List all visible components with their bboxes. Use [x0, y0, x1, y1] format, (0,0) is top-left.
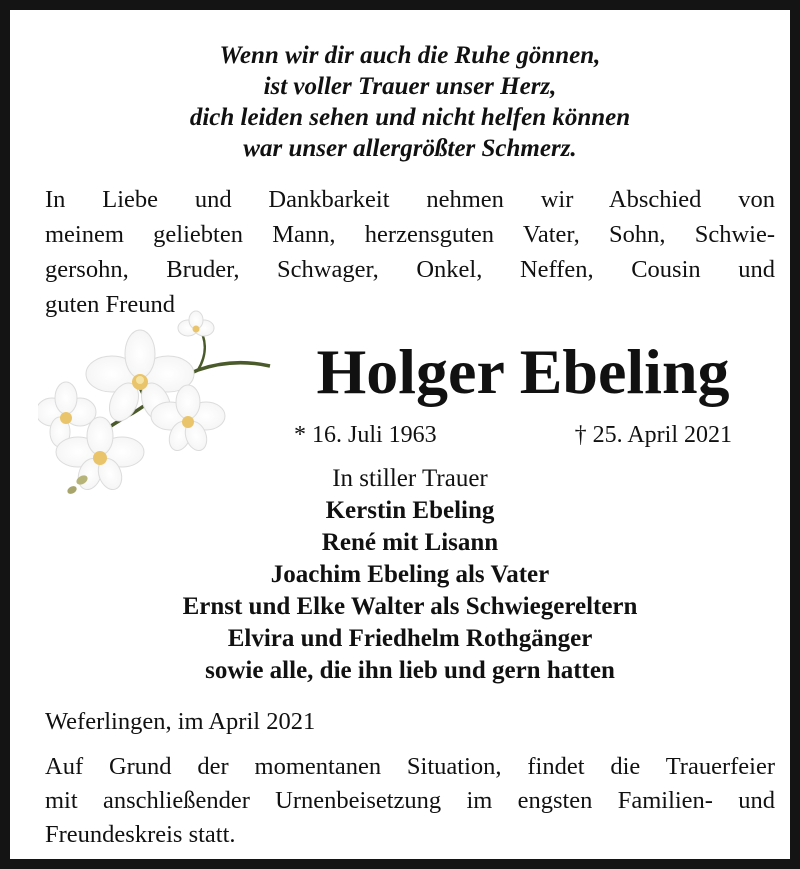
- notice-line: Auf Grund der momentanen Situation, findet die Trauerfeier: [45, 753, 775, 780]
- mourner-name: sowie alle, die ihn lieb und gern hatten: [205, 657, 615, 684]
- death-date: † 25. April 2021: [574, 422, 732, 448]
- place-date: Weferlingen, im April 2021: [45, 708, 316, 735]
- notice-line: Freundeskreis statt.: [45, 821, 236, 848]
- intro-line: gersohn, Bruder, Schwager, Onkel, Neffen, Cousin und: [45, 256, 775, 283]
- mourner-name: Kerstin Ebeling: [325, 497, 495, 524]
- birth-date: * 16. Juli 1963: [294, 422, 437, 448]
- mourners-heading: In stiller Trauer: [332, 465, 488, 492]
- intro-line: guten Freund: [45, 291, 175, 318]
- deceased-name: Holger Ebeling: [316, 336, 730, 407]
- mourners-block: [20, 463, 800, 687]
- mourner-name: René mit Lisann: [321, 529, 499, 556]
- poem-line: Wenn wir dir auch die Ruhe gönnen,: [219, 42, 601, 69]
- poem-line: ist voller Trauer unser Herz,: [263, 73, 557, 100]
- mourner-name: Joachim Ebeling als Vater: [270, 561, 550, 588]
- intro-line: meinem geliebten Mann, herzensguten Vater, Sohn, Schwie-: [45, 221, 775, 248]
- poem-line: dich leiden sehen und nicht helfen können: [189, 104, 631, 131]
- poem: [20, 40, 800, 164]
- mourner-name: Elvira und Friedhelm Rothgänger: [227, 625, 593, 652]
- mourner-name: Ernst und Elke Walter als Schwiegereltern: [182, 593, 638, 620]
- funeral-notice: [45, 750, 775, 852]
- intro-paragraph: [45, 182, 775, 322]
- poem-line: war unser allergrößter Schmerz.: [243, 135, 577, 162]
- notice-line: mit anschließender Urnenbeisetzung im engsten Familien- und: [45, 787, 775, 814]
- intro-line: In Liebe und Dankbarkeit nehmen wir Abschied von: [45, 186, 775, 213]
